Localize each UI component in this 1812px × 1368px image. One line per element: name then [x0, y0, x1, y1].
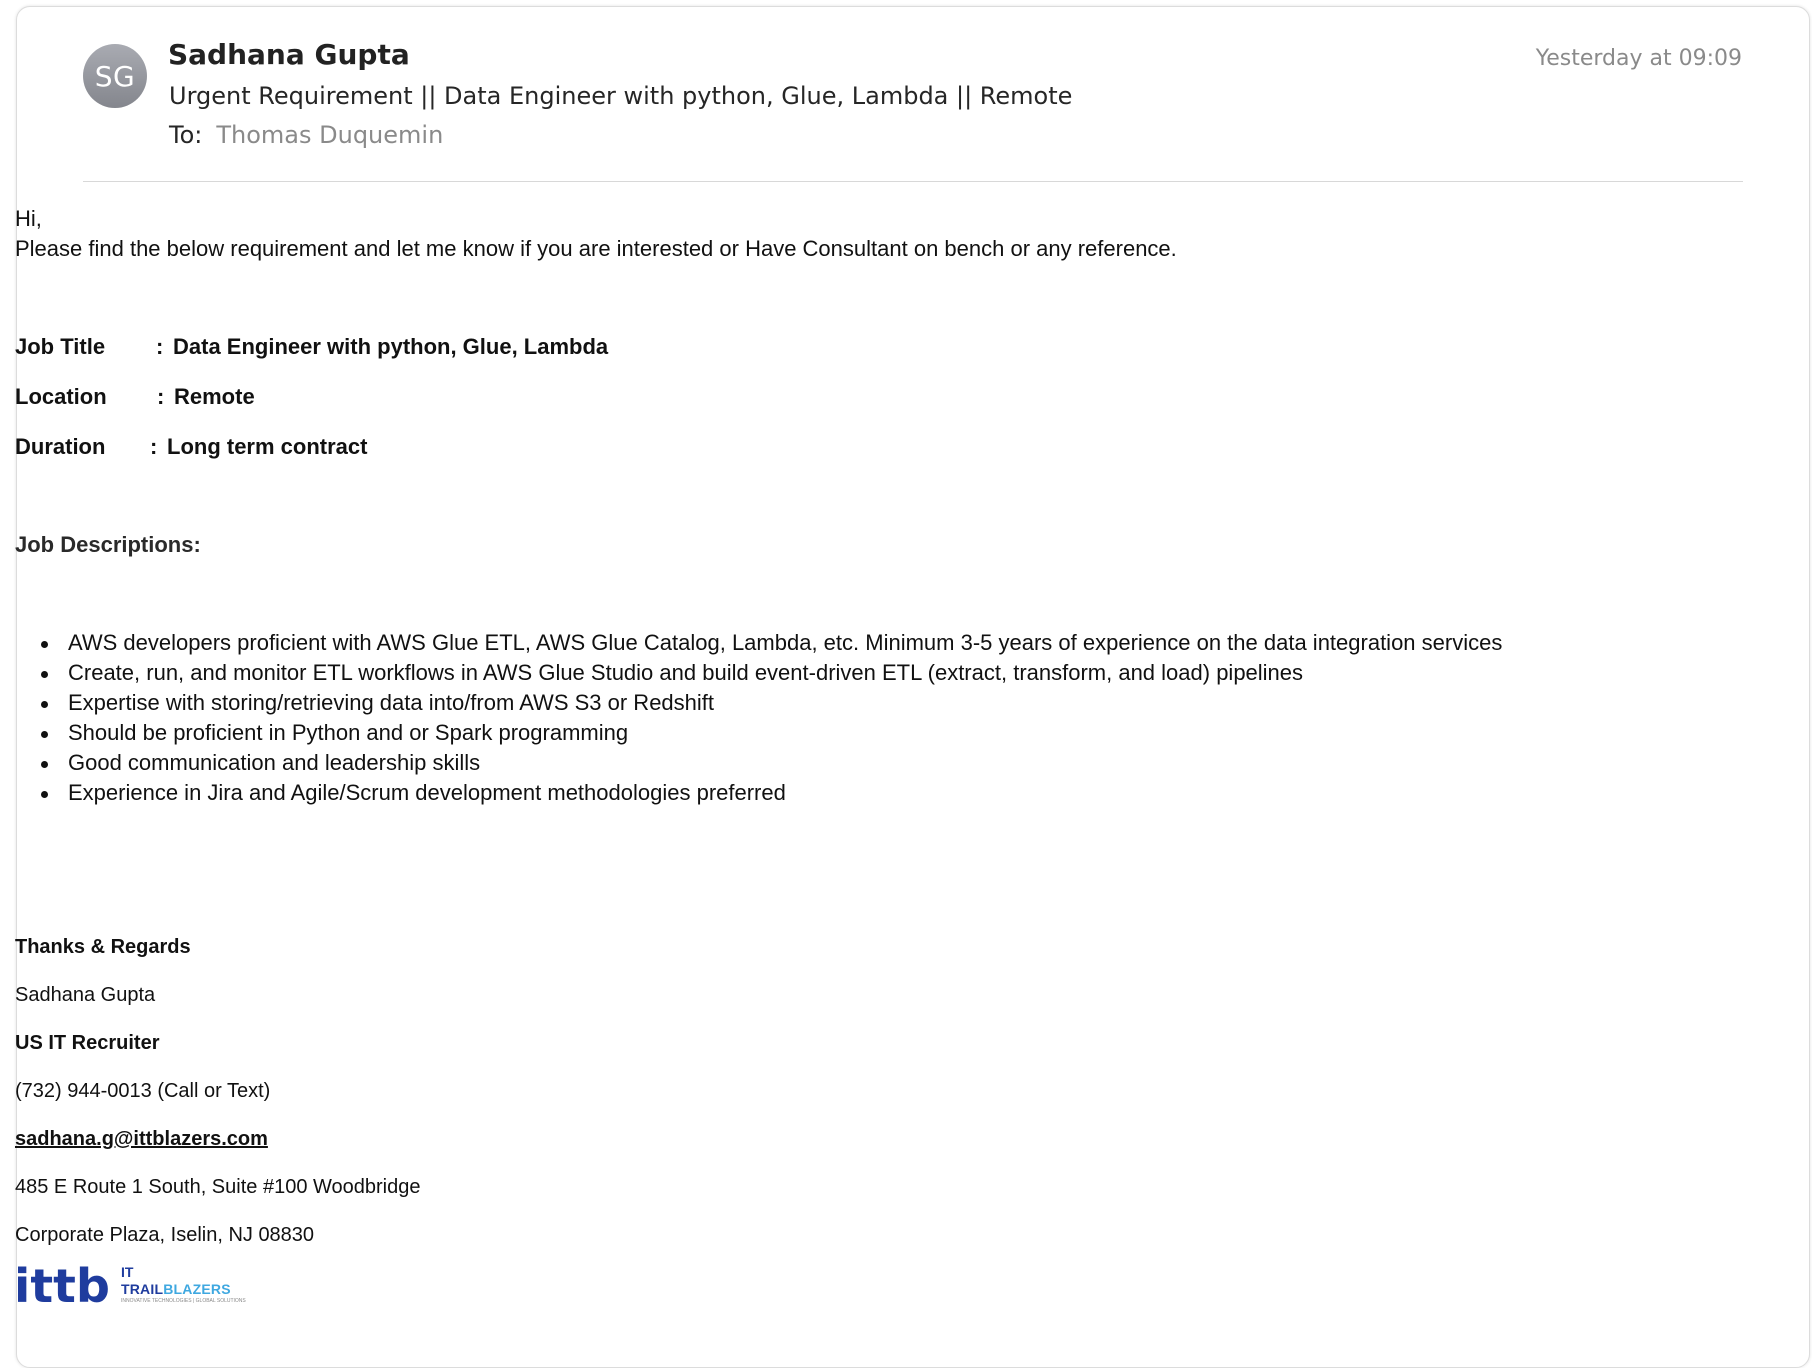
bullet-dot — [41, 731, 48, 738]
field-colon: : — [156, 334, 164, 359]
signature-email-link[interactable]: sadhana.g@ittblazers.com — [15, 1128, 268, 1150]
field-colon: : — [157, 384, 165, 409]
signature-address-line2: Corporate Plaza, Iselin, NJ 08830 — [15, 1224, 315, 1246]
list-item-text: Should be proficient in Python and or Spark programming — [68, 720, 629, 745]
bullet-dot — [41, 761, 48, 768]
list-item — [15, 688, 1502, 718]
logo-name-part2: BLAZERS — [163, 1281, 231, 1297]
bullet-dot — [41, 641, 48, 648]
email-subject: Urgent Requirement || Data Engineer with python, Glue, Lambda || Remote — [169, 82, 1073, 110]
company-logo — [14, 1264, 246, 1308]
list-item — [15, 658, 1502, 688]
list-item-text: Good communication and leadership skills — [68, 750, 481, 775]
company-logo-mark — [14, 1264, 118, 1308]
signature-email-row — [15, 1129, 268, 1149]
bullet-dot — [41, 701, 48, 708]
logo-it-text: IT — [121, 1264, 134, 1280]
signature-phone: (732) 944-0013 (Call or Text) — [15, 1080, 271, 1102]
sender-avatar[interactable] — [83, 44, 147, 108]
to-label: To: — [169, 121, 203, 149]
signature-address-line1: 485 E Route 1 South, Suite #100 Woodbridge — [15, 1176, 421, 1198]
job-descriptions-heading: Job Descriptions: — [15, 532, 201, 557]
field-label: Location — [15, 384, 107, 409]
list-item-text: Expertise with storing/retrieving data into/from AWS S3 or Redshift — [68, 690, 715, 715]
job-title-field — [15, 336, 608, 358]
list-item — [15, 718, 1502, 748]
logo-mark-text: ittb — [14, 1264, 110, 1308]
location-field — [15, 386, 255, 408]
field-label: Duration — [15, 434, 106, 459]
list-item-text: Create, run, and monitor ETL workflows in AWS Glue Studio and build event-driven ETL (extract, transform, and load) pipelines — [68, 660, 1304, 685]
bullet-dot — [41, 791, 48, 798]
list-item-text: AWS developers proficient with AWS Glue ETL, AWS Glue Catalog, Lambda, etc. Minimum 3-5 years of experience on the data integration services — [68, 630, 1503, 655]
list-item — [15, 778, 1502, 808]
list-item-text: Experience in Jira and Agile/Scrum development methodologies preferred — [68, 780, 786, 805]
field-colon: : — [150, 434, 158, 459]
greeting: Hi, — [15, 206, 42, 231]
bullet-dot — [41, 671, 48, 678]
logo-company-name — [121, 1282, 231, 1296]
avatar-initials: SG — [94, 59, 136, 93]
email-timestamp: Yesterday at 09:09 — [1535, 46, 1742, 71]
recipient-name[interactable]: Thomas Duquemin — [216, 121, 444, 149]
list-item — [15, 628, 1502, 658]
field-value: Long term contract — [167, 434, 368, 459]
field-label: Job Title — [15, 334, 106, 359]
recipient-row — [169, 121, 443, 149]
sender-name[interactable]: Sadhana Gupta — [168, 38, 410, 71]
header-divider — [83, 181, 1743, 182]
field-value: Data Engineer with python, Glue, Lambda — [173, 334, 609, 359]
signature-closing: Thanks & Regards — [15, 936, 191, 958]
logo-name-part1: TRAIL — [121, 1281, 164, 1297]
field-value: Remote — [174, 384, 255, 409]
intro-paragraph: Please find the below requirement and let me know if you are interested or Have Consultant on bench or any reference. — [15, 236, 1177, 261]
signature-name: Sadhana Gupta — [15, 984, 156, 1006]
duration-field — [15, 436, 367, 458]
list-item — [15, 748, 1502, 778]
job-description-list — [15, 628, 1502, 808]
logo-tagline: INNOVATIVE TECHNOLOGIES | GLOBAL SOLUTIONS — [121, 1298, 246, 1304]
signature-title: US IT Recruiter — [15, 1032, 160, 1054]
